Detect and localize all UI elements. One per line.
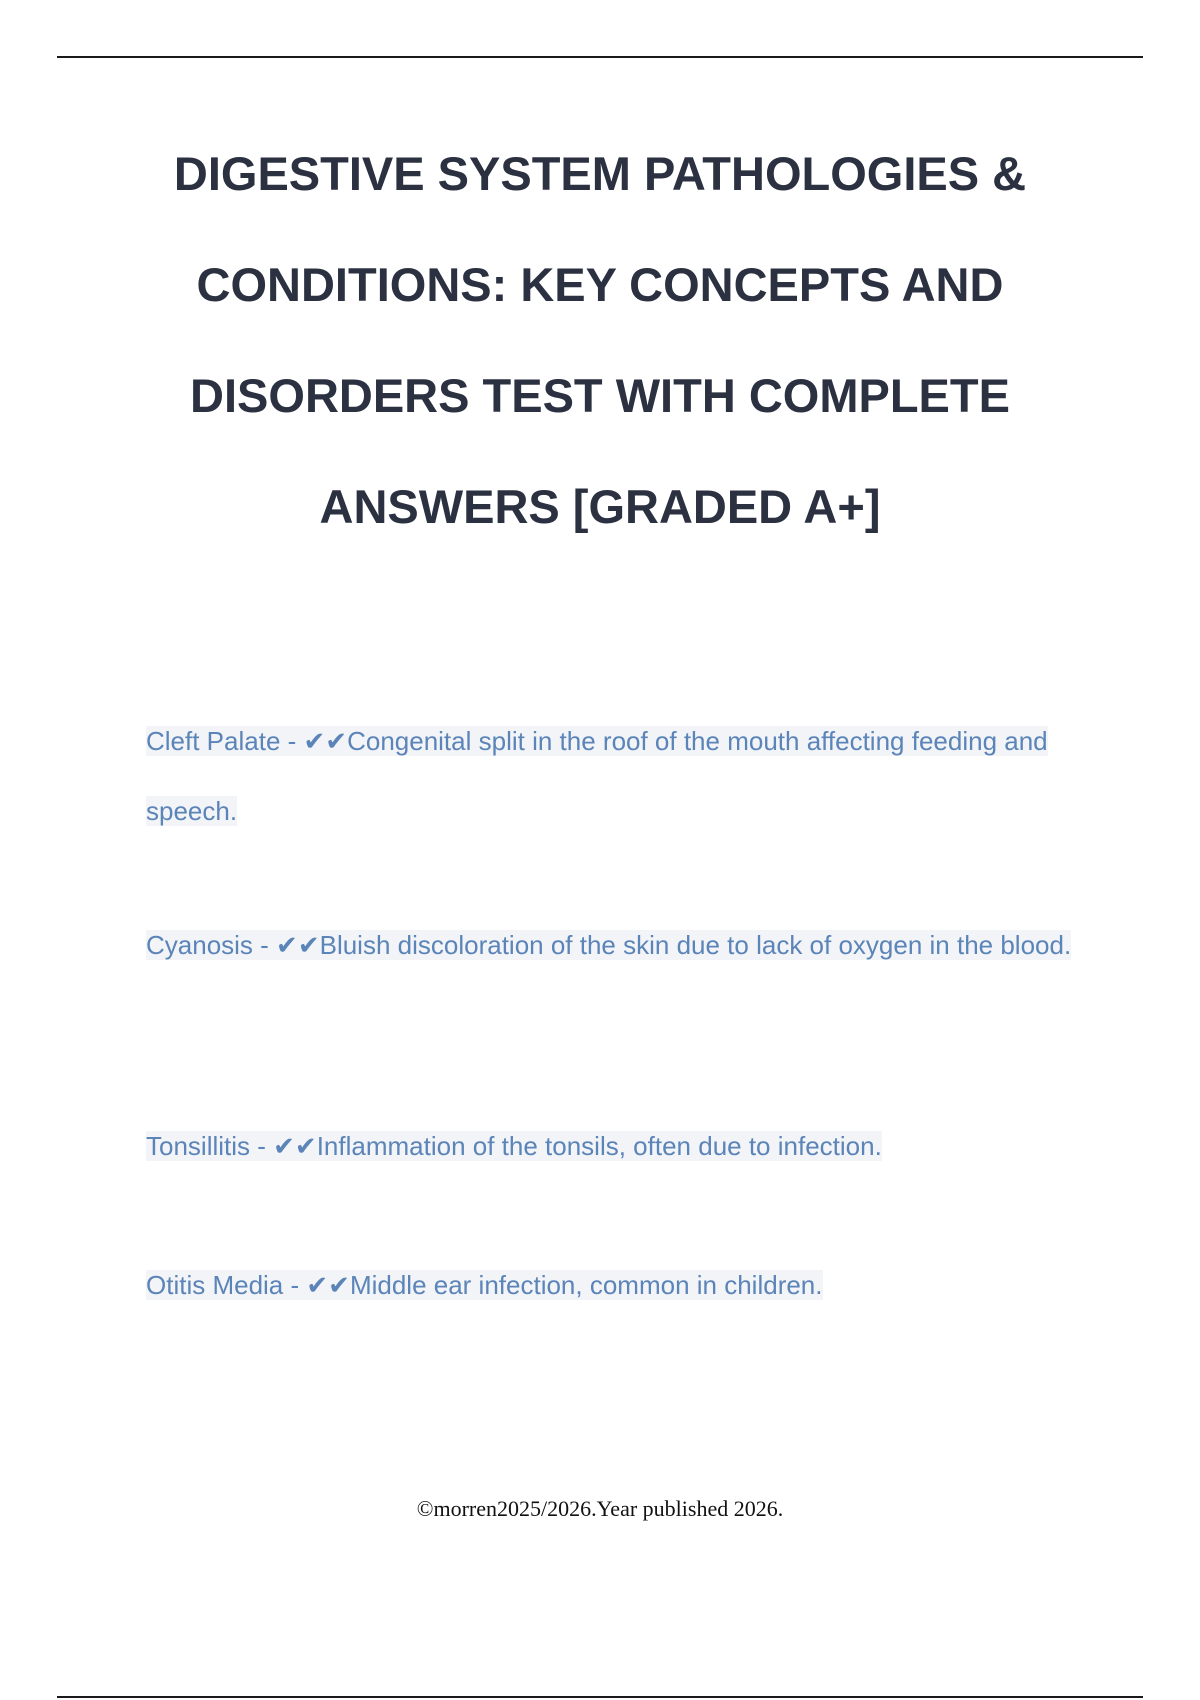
title-line: CONDITIONS: KEY CONCEPTS AND: [196, 258, 1004, 311]
qa-entry-text: Tonsillitis - ✔✔Inflammation of the tonsils, often due to infection.: [146, 1131, 882, 1161]
title-line: DIGESTIVE SYSTEM PATHOLOGIES &: [173, 147, 1027, 200]
top-divider: [57, 56, 1143, 58]
title-line: DISORDERS TEST WITH COMPLETE: [190, 369, 1010, 422]
qa-entry-tonsillitis: [146, 1111, 1086, 1181]
bottom-divider: [57, 1696, 1143, 1698]
document-title: [100, 118, 1100, 562]
qa-entry-text: Otitis Media - ✔✔Middle ear infection, common in children.: [146, 1270, 823, 1300]
copyright-footer: ©morren2025/2026.Year published 2026.: [416, 1496, 784, 1521]
qa-entry-text: Cleft Palate - ✔✔Congenital split in the roof of the mouth affecting feeding and speech.: [146, 726, 1048, 826]
qa-entry-cyanosis: [146, 910, 1086, 980]
title-line: ANSWERS [GRADED A+]: [319, 480, 881, 533]
qa-entry-text: Cyanosis - ✔✔Bluish discoloration of the skin due to lack of oxygen in the blood.: [146, 930, 1072, 960]
qa-entry-cleft-palate: [146, 706, 1086, 846]
qa-entry-otitis-media: [146, 1250, 1086, 1320]
